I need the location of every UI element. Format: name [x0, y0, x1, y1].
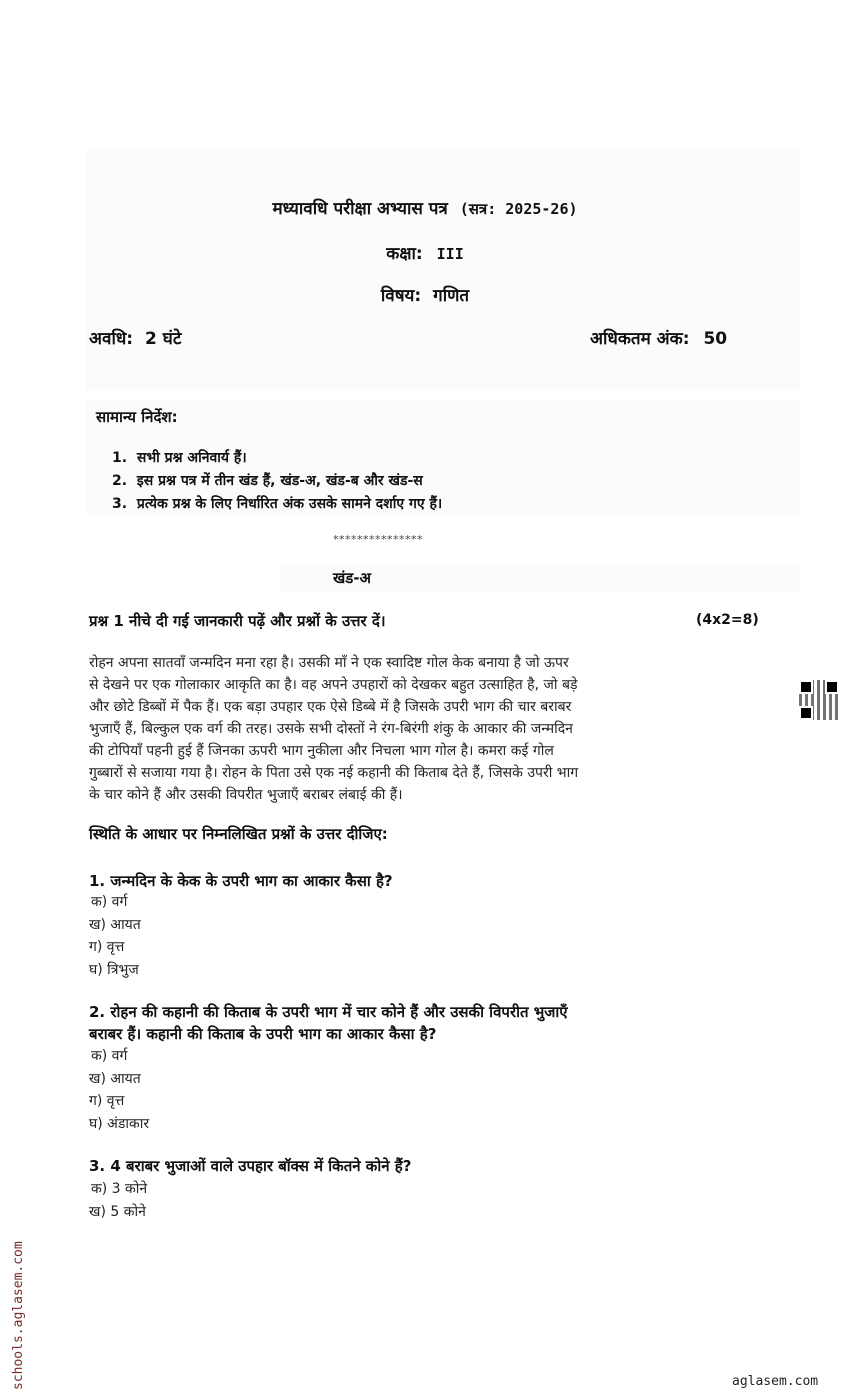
passage-line: के चार कोने हैं और उसकी विपरीत भुजाएँ बराबर लंबाई की हैं। — [89, 787, 403, 803]
class-value: III — [436, 245, 464, 263]
max-marks-value: 50 — [703, 329, 728, 349]
exam-title: मध्यावधि परीक्षा अभ्यास पत्र — [272, 199, 448, 219]
option-a: क) वर्ग — [91, 1048, 128, 1064]
option-b: ख) आयत — [89, 1070, 141, 1087]
instruction-item — [112, 470, 442, 493]
option-b: ख) आयत — [89, 916, 141, 933]
sub-question-2-line: बराबर हैं। कहानी की किताब के उपरी भाग का आकार कैसा है? — [89, 1025, 437, 1043]
sub-question-2-line: 2. रोहन की कहानी की किताब के उपरी भाग में चार कोने हैं और उसकी विपरीत भुजाएँ — [89, 1003, 568, 1021]
passage — [89, 652, 784, 806]
situation-prompt: स्थिति के आधार पर निम्नलिखित प्रश्नों के उत्तर दीजिए: — [89, 825, 388, 843]
question-1-heading: प्रश्न 1 नीचे दी गई जानकारी पढ़ें और प्रश्नों के उत्तर दें। — [89, 612, 386, 630]
instruction-number: 2. — [112, 473, 128, 489]
option-d: घ) अंडाकार — [89, 1115, 150, 1132]
instruction-text: सभी प्रश्न अनिवार्य हैं। — [136, 450, 247, 466]
passage-line: गुब्बारों से सजाया गया है। रोहन के पिता उसे एक नई कहानी की किताब देते हैं, जिसके उपरी भाग — [89, 765, 579, 781]
header-shade — [86, 150, 800, 240]
class-label: कक्षा: — [386, 244, 423, 264]
sub-question-3: 3. 4 बराबर भुजाओं वाले उपहार बॉक्स में कितने कोने हैं? — [89, 1157, 412, 1175]
instructions-list — [112, 447, 442, 516]
asterisk-separator: *************** — [333, 533, 423, 546]
passage-line: रोहन अपना सातवाँ जन्मदिन मना रहा है। उसकी माँ ने एक स्वादिष्ट गोल केक बनाया है जो ऊपर — [89, 655, 569, 671]
subject-value: गणित — [433, 286, 470, 306]
subject-line — [0, 283, 850, 306]
instruction-text: इस प्रश्न पत्र में तीन खंड हैं, खंड-अ, खंड-ब और खंड-स — [136, 473, 423, 489]
exam-session: (सत्र: 2025-26) — [459, 200, 578, 218]
bottom-watermark: aglasem.com — [732, 1374, 819, 1389]
instruction-text: प्रत्येक प्रश्न के लिए निर्धारित अंक उसके सामने दर्शाए गए हैं। — [136, 496, 443, 512]
max-marks-label: अधिकतम अंक: — [590, 329, 690, 349]
passage-line: भुजाएँ हैं, बिल्कुल एक वर्ग की तरह। उसके सभी दोस्तों ने रंग-बिरंगी शंकु के आकार की जन्मदिन — [89, 721, 573, 737]
instruction-item — [112, 493, 442, 516]
option-c: ग) वृत्त — [89, 1093, 125, 1109]
duration-label: अवधि: — [89, 329, 134, 349]
passage-line: से देखने पर एक गोलाकार आकृति का है। वह अपने उपहारों को देखकर बहुत उत्साहित है, जो बड़े — [89, 677, 578, 693]
option-a: क) 3 कोने — [91, 1181, 148, 1197]
option-b: ख) 5 कोने — [89, 1203, 146, 1220]
duration-value: 2 घंटे — [145, 329, 182, 349]
subject-label: विषय: — [380, 286, 422, 306]
sub-question-2 — [89, 1001, 568, 1045]
sub-question-3-options — [89, 1178, 147, 1223]
instruction-number: 3. — [112, 496, 128, 512]
paper-title — [0, 196, 850, 219]
duration — [89, 326, 181, 349]
sub-question-1: 1. जन्मदिन के केक के उपरी भाग का आकार कैसा है? — [89, 872, 393, 890]
passage-line: और छोटे डिब्बों में पैक हैं। एक बड़ा उपहार एक ऐसे डिब्बे में है जिसके उपरी भाग की चार बराबर — [89, 699, 572, 715]
qr-code-icon[interactable] — [799, 680, 839, 720]
option-c: ग) वृत्त — [89, 939, 125, 955]
instructions-heading: सामान्य निर्देश: — [96, 408, 178, 426]
section-title: खंड-अ — [333, 569, 371, 587]
passage-line: की टोपियाँ पहनी हुई हैं जिनका ऊपरी भाग नुकीला और निचला भाग गोल है। कमरा कई गोल — [89, 743, 554, 759]
option-a: क) वर्ग — [91, 894, 128, 910]
side-watermark: schools.aglasem.com — [11, 1241, 26, 1390]
max-marks — [590, 326, 727, 349]
sub-question-2-options — [89, 1045, 149, 1135]
option-d: घ) त्रिभुज — [89, 961, 139, 978]
class-line — [0, 241, 850, 264]
instruction-number: 1. — [112, 450, 128, 466]
sub-question-1-options — [89, 891, 141, 981]
instruction-item — [112, 447, 442, 470]
question-1-marks: (4x2=8) — [696, 612, 759, 628]
